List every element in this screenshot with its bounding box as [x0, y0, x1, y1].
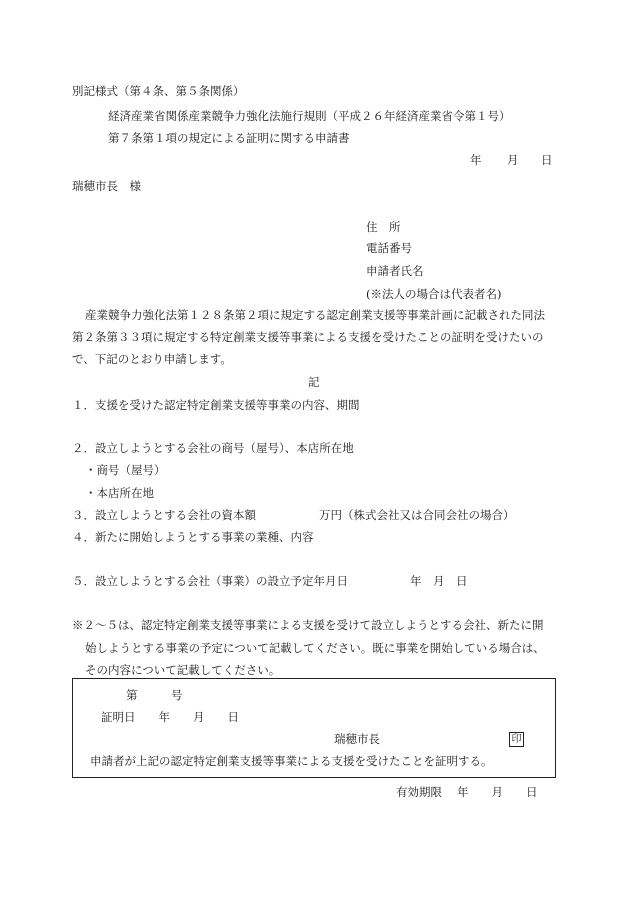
applicant-phone-label: 電話番号 — [366, 241, 412, 255]
applicant-name-label: 申請者氏名 — [366, 264, 424, 278]
item-3: ３．設立しようとする会社の資本額 — [72, 508, 256, 522]
date-month-label: 月 — [507, 153, 519, 167]
validity-label: 有効期限 — [396, 785, 442, 799]
item-5-date: 年 月 日 — [410, 574, 468, 588]
body-line-2: 第２条第３３項に規定する特定創業支援等事業による支援を受けたことの証明を受けたいの — [72, 330, 544, 344]
item-2: ２．設立しようとする会社の商号（屋号）、本店所在地 — [72, 441, 354, 455]
addressee: 瑞穂市長 様 — [72, 179, 141, 193]
item-3-unit: 万円（株式会社又は合同会社の場合） — [319, 508, 515, 522]
applicant-name-note: (※法人の場合は代表者名) — [366, 287, 502, 301]
validity-date: 年 月 日 — [457, 785, 538, 799]
body-line-3: で、下記のとおり申請します。 — [72, 352, 232, 366]
body-line-1: 産業競争力強化法第１２８条第２項に規定する認定創業支援等事業計画に記載された同法 — [85, 308, 545, 322]
certificate-date: 証明日 年 月 日 — [101, 710, 239, 724]
certificate-number-suffix: 号 — [171, 688, 183, 702]
item-4: ４．新たに開始しようとする事業の業種、内容 — [72, 530, 314, 544]
certificate-statement: 申請者が上記の認定特定創業支援等事業による支援を受けたことを証明する。 — [90, 754, 493, 768]
date-year-label: 年 — [470, 153, 482, 167]
regulation-name: 経済産業省関係産業競争力強化法施行規則（平成２６年経済産業省令第１号） — [108, 109, 511, 123]
note-line-2: 始しようとする事業の予定について記載してください。既に事業を開始している場合は、 — [85, 641, 545, 655]
item-2-head-office: ・本店所在地 — [85, 486, 154, 500]
date-day-label: 日 — [541, 153, 553, 167]
ki-heading: 記 — [308, 375, 320, 389]
item-1: １．支援を受けた認定特定創業支援等事業の内容、期間 — [72, 398, 360, 412]
document-title: 第７条第１項の規定による証明に関する申請書 — [108, 131, 350, 145]
note-line-3: その内容について記載してください。 — [85, 663, 281, 677]
certificate-mayor: 瑞穂市長 — [334, 732, 380, 746]
applicant-address-label: 住 所 — [366, 220, 401, 234]
note-line-1: ※２～５は、認定特定創業支援等事業による支援を受けて設立しようとする会社、新たに開 — [72, 618, 544, 632]
seal-mark: 印 — [509, 732, 524, 747]
item-2-trade-name: ・商号（屋号） — [85, 463, 166, 477]
item-5: ５．設立しようとする会社（事業）の設立予定年月日 — [72, 574, 348, 588]
form-label: 別記様式（第４条、第５条関係） — [72, 84, 245, 98]
certificate-number-prefix: 第 — [126, 688, 138, 702]
